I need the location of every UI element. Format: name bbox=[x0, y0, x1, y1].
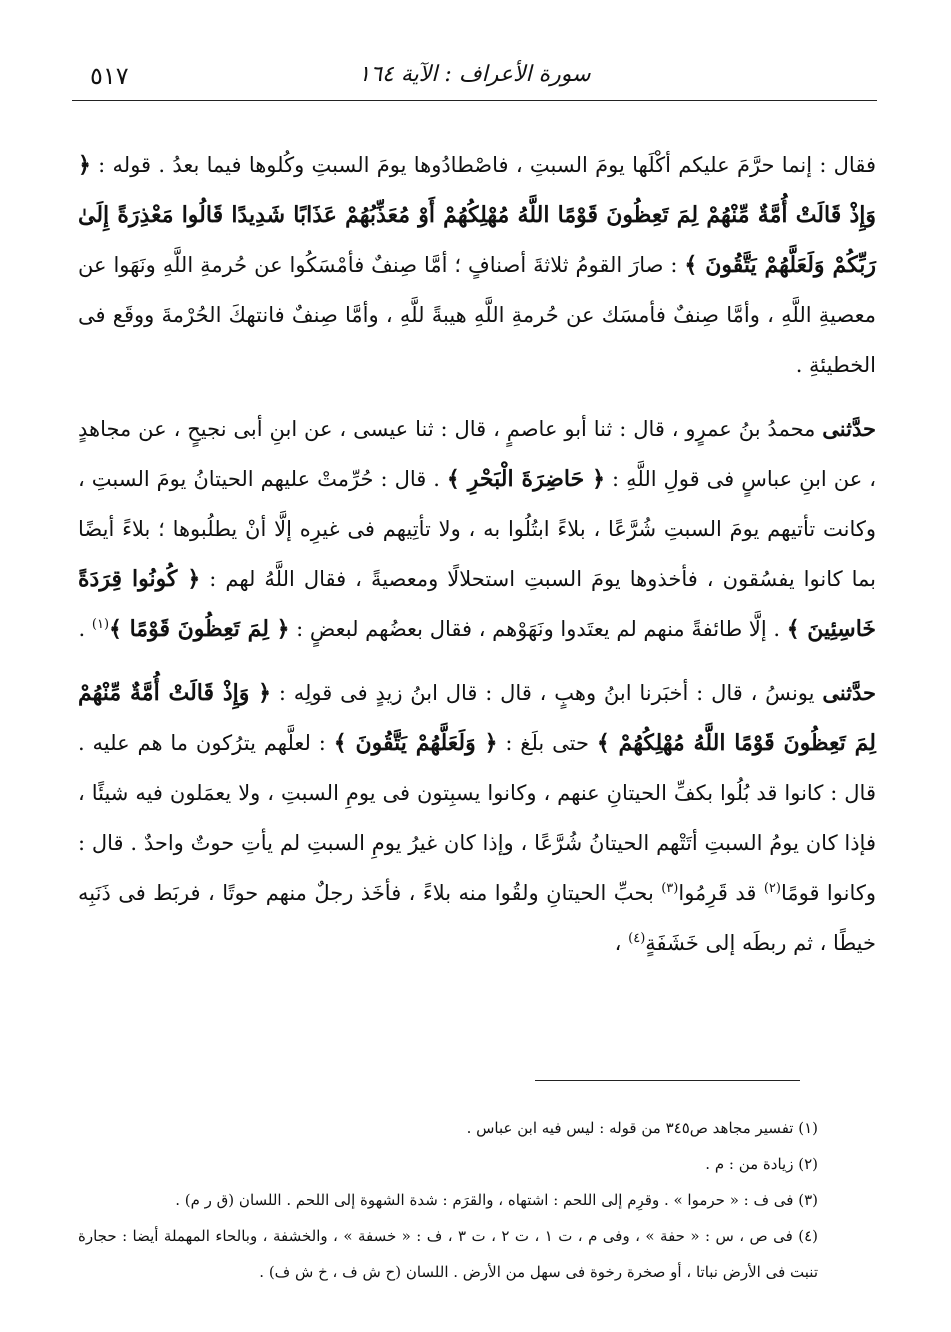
paragraph-3 bbox=[78, 668, 876, 968]
footnote-ref: (٣) bbox=[661, 881, 679, 896]
footnote-4: (٤) فى ص ، س : « حفة » ، وفى م ، ت ١ ، ت ٢ ، ت ٣ ، ف : « خسفة » ، والخشفة ، وبالحاء المهملة أيضا : حجارة تنبت فى الأرض نباتا ، أو صخرة رخوة فى سهل من الأرض . اللسان (ح ش ف ، خ ش ف) . bbox=[78, 1227, 818, 1281]
quran-quote: ﴿ وَإِذْ قَالَتْ أُمَّةٌ مِّنْهُمْ لِمَ تَعِظُونَ قَوْمًا اللَّهُ مُهْلِكُهُمْ ﴾ bbox=[78, 680, 876, 756]
page-number: ٥١٧ bbox=[90, 62, 129, 90]
text-span: . إلَّا طائفةً منهم لم يعتَدوا ونَهَوْهم ، فقال بعضُهم لبعضٍ : bbox=[289, 617, 787, 641]
page-header bbox=[72, 60, 877, 101]
text-span: قد قَرِمُوا bbox=[678, 881, 764, 905]
quran-quote: ﴿ وَلَعَلَّهُمْ يَتَّقُونَ ﴾ bbox=[333, 730, 498, 756]
text-span: فقال : إنما حرَّمَ عليكم أكْلَها يومَ السبتِ ، فاصْطادُوها يومَ السبتِ وكُلوها فيما بعدُ . قوله : bbox=[90, 153, 876, 177]
text-span: يونسُ ، قال : أخبَرنا ابنُ وهبٍ ، قال : قال ابنُ زيدٍ فى قولِه : bbox=[271, 681, 823, 705]
footnote-separator bbox=[535, 1080, 800, 1081]
text-span: . قال : حُرِّمتْ عليهم الحيتانُ يومَ السبتِ ، وكانت تأتيهم يومَ السبتِ شُرَّعًا ، بلاءً ابتُلُوا به ، ولا تأتِيهم فى غيرِه إلَّا أنْ يطلُبوها ؛ بلاءً أيضًا بما كانوا يفسُقون ، فأخذوها يومَ السبتِ استحلالًا ومعصيةً ، فقال اللَّهُ لهم : bbox=[78, 467, 876, 591]
quran-quote: ﴿ لِمَ تَعِظُونَ قَوْمًا ﴾ bbox=[109, 616, 290, 642]
footnote-ref: (٢) bbox=[763, 881, 781, 896]
running-title: سورة الأعراف : الآية ١٦٤ bbox=[358, 62, 591, 87]
text-span: ، bbox=[614, 931, 629, 955]
footnote-ref: (١) bbox=[91, 617, 110, 632]
footnote-2: (٢) زيادة من : م . bbox=[705, 1155, 818, 1173]
footnote-ref: (٤) bbox=[628, 931, 646, 946]
footnote-1: (١) تفسير مجاهد ص٣٤٥ من قوله : ليس فيه ابن عباس . bbox=[466, 1119, 818, 1137]
text-span: : صارَ القومُ ثلاثةَ أصنافٍ ؛ أمَّا صِنفٌ فأمْسَكُوا عن حُرمةِ اللَّهِ ونَهَوا عن معصيةِ اللَّهِ ، وأمَّا صِنفٌ فأمسَك عن حُرمةِ اللَّهِ هيبةً للَّهِ ، وأمَّا صِنفٌ فانتهكَ الحُرْمةَ ووقَع فى الخطيئةِ . bbox=[78, 253, 876, 377]
text-span: بحبِّ الحيتانِ ولقُوا منه بلاءً ، فأخَذ رجلٌ منهم حوتًا ، فربَط فى ذَنَبِه خيطًا ، ثم ربطَه إلى خَشَفَةٍ bbox=[78, 881, 876, 955]
text-span: محمدُ بنُ عمرٍو ، قال : ثنا أبو عاصمٍ ، قال : ثنا عيسى ، عن ابنِ أبى نجيحٍ ، عن مجاهدٍ ، عن ابنِ عباسٍ فى قولِ اللَّهِ : bbox=[78, 417, 877, 491]
quran-quote: ﴿ وَإِذْ قَالَتْ أُمَّةٌ مِّنْهُمْ لِمَ تَعِظُونَ قَوْمًا اللَّهُ مُهْلِكُهُمْ أَوْ مُعَذِّبُهُمْ عَذَابًا شَدِيدًا قَالُوا مَعْذِرَةً إِلَىٰ رَبِّكُمْ وَلَعَلَّهُمْ يَتَّقُونَ ﴾ bbox=[78, 152, 876, 278]
quran-quote: ﴿ كُونُوا قِرَدَةً خَاسِئِينَ ﴾ bbox=[78, 566, 876, 642]
text-span: حتى بلَغ : bbox=[497, 731, 597, 755]
text-span: : لعلَّهم يترُكون ما هم عليه . قال : كانوا قد بُلُوا بكفِّ الحيتانِ عنهم ، وكانوا يسبِتون فى يومِ السبتِ ، ولا يعمَلون فيه شيئًا ، فإذا كان يومُ السبتِ أتَتْهم الحيتانُ شُرَّعًا ، وإذا كان غيرُ يومِ السبتِ لم يأتِ حوتٌ واحدٌ . قال : وكانوا قومًا bbox=[78, 731, 876, 905]
narration-keyword: حدَّثنى bbox=[822, 416, 876, 441]
quran-quote: ﴿ حَاضِرَةَ الْبَحْرِ ﴾ bbox=[446, 466, 606, 492]
footnote-3: (٣) فى ف : « حرموا » . وقرِم إلى اللحم : اشتهاه ، والقرَم : شدة الشهوة إلى اللحم . اللسان (ق ر م) . bbox=[175, 1191, 818, 1209]
narration-keyword: حدَّثنى bbox=[822, 680, 877, 705]
footnotes bbox=[78, 1110, 818, 1290]
main-text bbox=[78, 140, 876, 982]
paragraph-1 bbox=[78, 140, 876, 390]
paragraph-2 bbox=[78, 404, 876, 654]
text-span: . bbox=[78, 617, 92, 641]
